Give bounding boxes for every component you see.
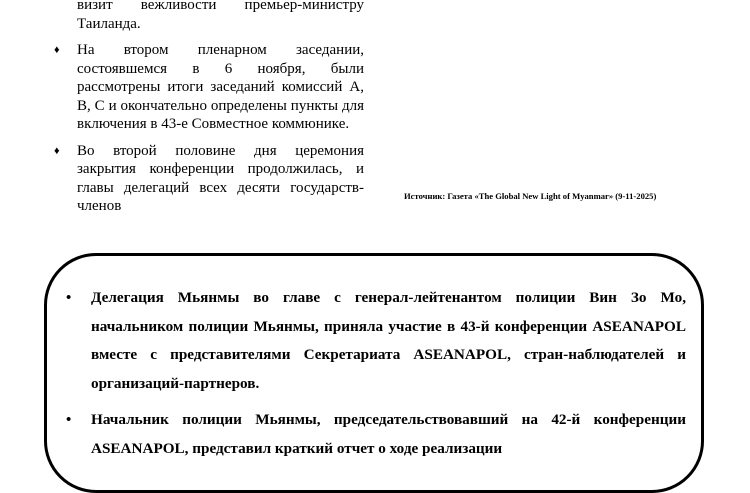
bullet-paragraph	[50, 41, 364, 134]
dot-bullet-icon: •	[66, 290, 72, 306]
highlight-item	[66, 284, 686, 398]
bullet-text: Во второй половине дня церемония закрытия конференции продолжилась, и главы делегаций всех десяти государств-членов	[77, 142, 364, 214]
highlight-list	[66, 284, 686, 471]
source-caption: Источник: Газета «The Global New Light of Myanmar» (9-11-2025)	[404, 191, 657, 201]
highlight-text: Делегация Мьянмы во главе с генерал-лейтенантом полиции Вин Зо Мо, начальником полиции Мьянмы, приняла участие в 43-й конференции ASEANAPOL вместе с представителями Секретариата ASEANAPOL, стран-наблюдателей и организаций-партнеров.	[91, 289, 686, 392]
continuation-text: визит вежливости премьер-министру Таиланда.	[77, 0, 364, 32]
continuation-paragraph	[50, 0, 364, 33]
bullet-text: На втором пленарном заседании, состоявшемся в 6 ноября, были рассмотрены итоги заседаний комиссий A, B, C и окончательно определены пункты для включения в 43-е Совместное коммюнике.	[77, 42, 364, 132]
bullet-paragraph	[50, 142, 364, 216]
left-column	[50, 0, 364, 216]
diamond-bullet-icon: ♦	[54, 44, 60, 56]
diamond-bullet-icon: ♦	[54, 144, 60, 157]
dot-bullet-icon: •	[66, 412, 72, 428]
highlight-text: Начальник полиции Мьянмы, председательствовавший на 42-й конференции ASEANAPOL, представил краткий отчет о ходе реализации	[91, 411, 686, 457]
highlight-item	[66, 406, 686, 463]
